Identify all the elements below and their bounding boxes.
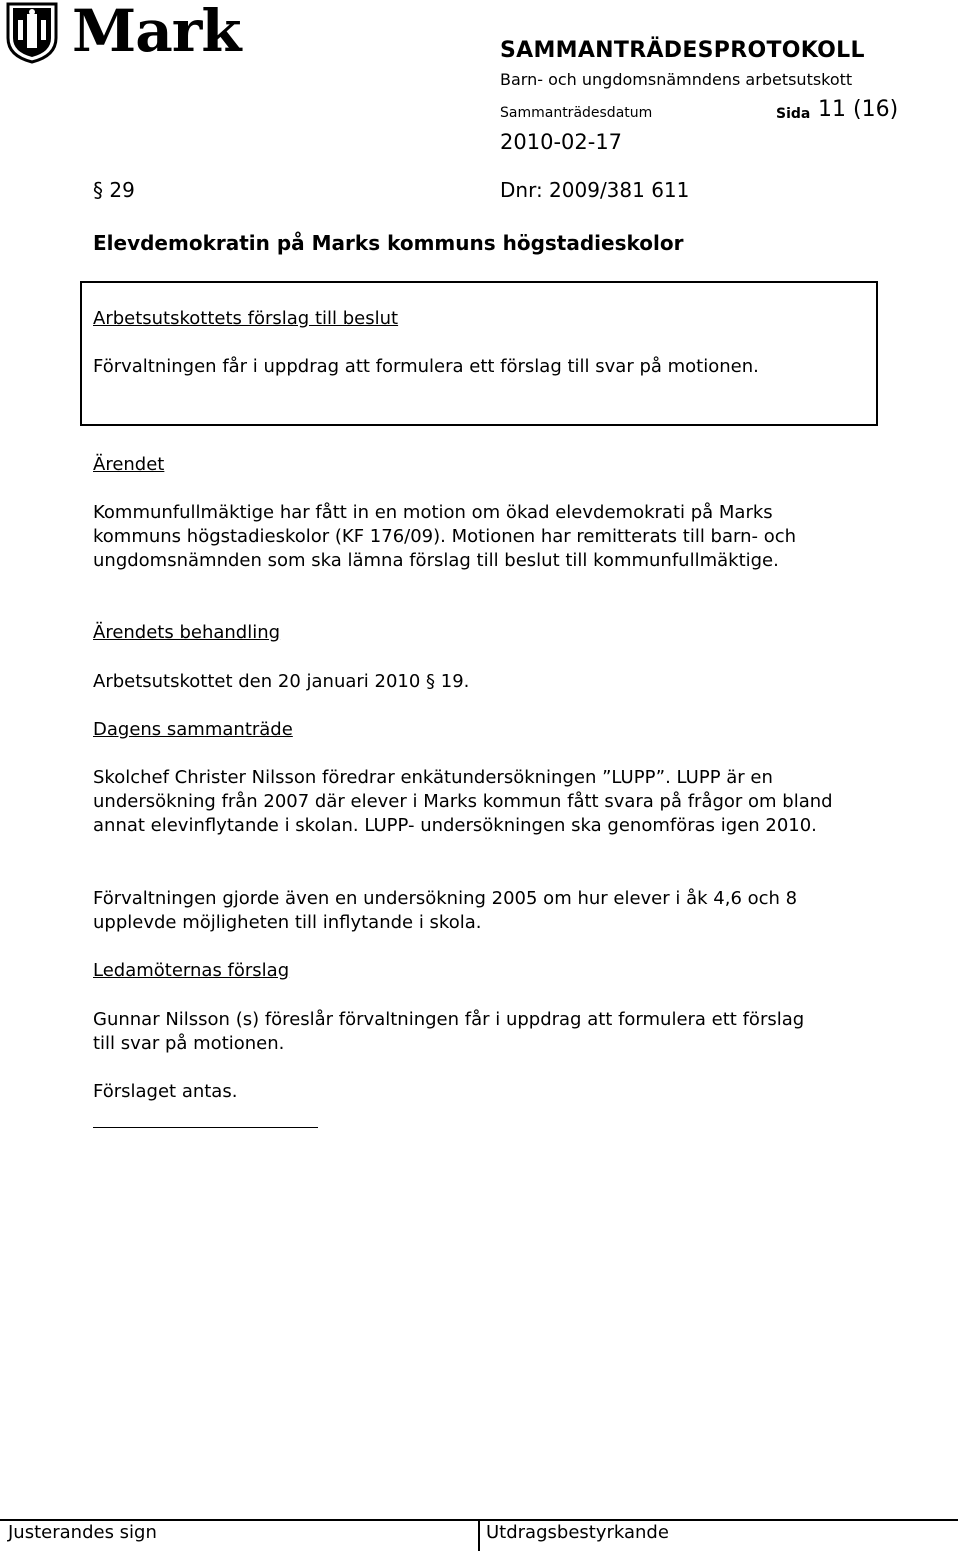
proposal-heading: Arbetsutskottets förslag till beslut — [93, 308, 399, 329]
paragraph-number: § 29 — [93, 178, 135, 202]
section-text-behandling: Arbetsutskottet den 20 januari 2010 § 19. — [93, 671, 470, 692]
section-text-dagens-1: Skolchef Christer Nilsson föredrar enkätundersökningen ”LUPP”. LUPP är en undersökning från 2007 där elever i Marks kommun fått svara på frågor om bland annat elevinflytande i skolan. LUPP- undersökningen ska genomföras igen 2010. — [93, 767, 833, 836]
footer-divider — [478, 1521, 480, 1551]
committee-name: Barn- och ungdomsnämndens arbetsutskott — [500, 70, 853, 89]
proposal-box — [80, 281, 878, 426]
diary-number: Dnr: 2009/381 611 — [500, 178, 690, 202]
page-number: 11 (16) — [818, 97, 899, 122]
end-rule — [93, 1127, 318, 1128]
meeting-date-label: Sammanträdesdatum — [500, 105, 653, 121]
document-type: SAMMANTRÄDESPROTOKOLL — [500, 38, 865, 63]
footer-justerandes-sign: Justerandes sign — [8, 1522, 157, 1543]
proposal-text: Förvaltningen får i uppdrag att formulera ett förslag till svar på motionen. — [93, 356, 759, 377]
footer-utdragsbestyrkande: Utdragsbestyrkande — [486, 1522, 669, 1543]
item-title: Elevdemokratin på Marks kommuns högstadieskolor — [93, 231, 684, 255]
decision-text: Förslaget antas. — [93, 1081, 238, 1102]
municipality-crest-icon — [6, 2, 58, 64]
section-text-arendet: Kommunfullmäktige har fått in en motion om ökad elevdemokrati på Marks kommuns högstadieskolor (KF 176/09). Motionen har remitterats till barn- och ungdomsnämnden som ska lämna förslag till beslut till kommunfullmäktige. — [93, 502, 797, 571]
section-text-ledamot: Gunnar Nilsson (s) föreslår förvaltningen får i uppdrag att formulera ett förslag till svar på motionen. — [93, 1009, 805, 1054]
section-heading-ledamot: Ledamöternas förslag — [93, 960, 290, 981]
meeting-date: 2010-02-17 — [500, 130, 623, 154]
section-heading-dagens: Dagens sammanträde — [93, 719, 293, 740]
section-heading-behandling: Ärendets behandling — [93, 622, 281, 643]
logo-wordmark: Mark — [72, 0, 241, 65]
section-text-dagens-2: Förvaltningen gjorde även en undersökning 2005 om hur elever i åk 4,6 och 8 upplevde möjligheten till inflytande i skola. — [93, 888, 798, 933]
section-heading-arendet: Ärendet — [93, 454, 165, 475]
page-label: Sida — [776, 106, 811, 122]
